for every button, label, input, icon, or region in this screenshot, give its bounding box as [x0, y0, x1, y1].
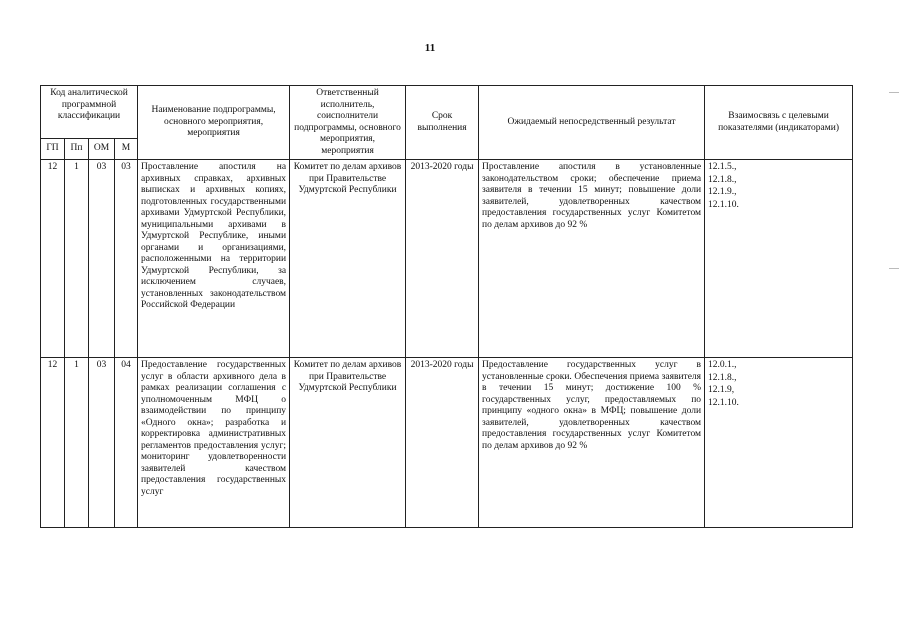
cell-pp: 1: [65, 160, 89, 358]
cell-gp: 12: [41, 358, 65, 528]
scan-edge-mark: [889, 92, 899, 93]
header-om: ОМ: [89, 138, 115, 159]
indicator: 12.1.8.,: [708, 174, 737, 185]
cell-term: 2013-2020 годы: [406, 160, 479, 358]
cell-indicators: [705, 160, 853, 358]
cell-name: Предоставление государственных услуг в области архивного дела в рамках реализации соглашения с уполномоченным МФЦ о взаимодействии по принципу «Одного окна»; разработка и корректировка административных регламентов предоставления услуг; мониторинг удовлетворенности заявителей качеством предоставления государственных услуг: [138, 358, 290, 528]
table-row: [41, 160, 853, 358]
indicator: 12.1.8.,: [708, 372, 737, 383]
header-relation: Взаимосвязь с целевыми показателями (индикаторами): [705, 86, 853, 160]
header-m: М: [115, 138, 138, 159]
header-code-group: Код аналитической программной классификации: [41, 86, 138, 139]
program-table: [40, 85, 853, 528]
header-gp: ГП: [41, 138, 65, 159]
cell-m: 04: [115, 358, 138, 528]
cell-term: 2013-2020 годы: [406, 358, 479, 528]
indicator: 12.1.10.: [708, 397, 739, 408]
cell-result: Проставление апостиля в установленные законодательством сроки; обеспечение приема заявителя в течении 15 минут; повышение доли заявителей, удовлетворенных качеством предоставления государственных услуг Комитетом по делам архивов до 92 %: [479, 160, 705, 358]
header-result: Ожидаемый непосредственный результат: [479, 86, 705, 160]
indicator: 12.1.10.: [708, 199, 739, 210]
header-name: Наименование подпрограммы, основного мероприятия, мероприятия: [138, 86, 290, 160]
scan-edge-mark: [889, 268, 899, 269]
cell-responsible: Комитет по делам архивов при Правительстве Удмуртской Республики: [290, 160, 406, 358]
indicator: 12.1.5.,: [708, 162, 737, 172]
header-pp: Пп: [65, 138, 89, 159]
indicator: 12.0.1.,: [708, 360, 737, 370]
indicator: 12.1.9.,: [708, 187, 737, 197]
header-responsible: Ответственный исполнитель, соисполнители подпрограммы, основного мероприятия, мероприятия: [290, 86, 406, 160]
cell-responsible: Комитет по делам архивов при Правительстве Удмуртской Республики: [290, 358, 406, 528]
cell-pp: 1: [65, 358, 89, 528]
cell-gp: 12: [41, 160, 65, 358]
cell-om: 03: [89, 358, 115, 528]
page-number: 11: [424, 42, 436, 54]
cell-result: Предоставление государственных услуг в установленные сроки. Обеспечения приема заявителя в течении 15 минут; достижение 100 % государственных услуг, предоставляемых по принципу «одного окна» в МФЦ; повышение доли заявителей, удовлетворенных качеством предоставления государственных услуг Комитетом по делам архивов до 92 %: [479, 358, 705, 528]
header-term: Срок выполнения: [406, 86, 479, 160]
cell-name: Проставление апостиля на архивных справках, архивных выписках и архивных копиях, подготовленных государственными архивами Удмуртской Республики, муниципальными архивами в Удмуртской Республике, иными органами и организациями, расположенными на территории Удмуртской Республики, за исключением случаев, установленных законодательством Российской Федерации: [138, 160, 290, 358]
table-row: [41, 358, 853, 528]
cell-m: 03: [115, 160, 138, 358]
cell-indicators: [705, 358, 853, 528]
cell-om: 03: [89, 160, 115, 358]
indicator: 12.1.9,: [708, 385, 735, 395]
